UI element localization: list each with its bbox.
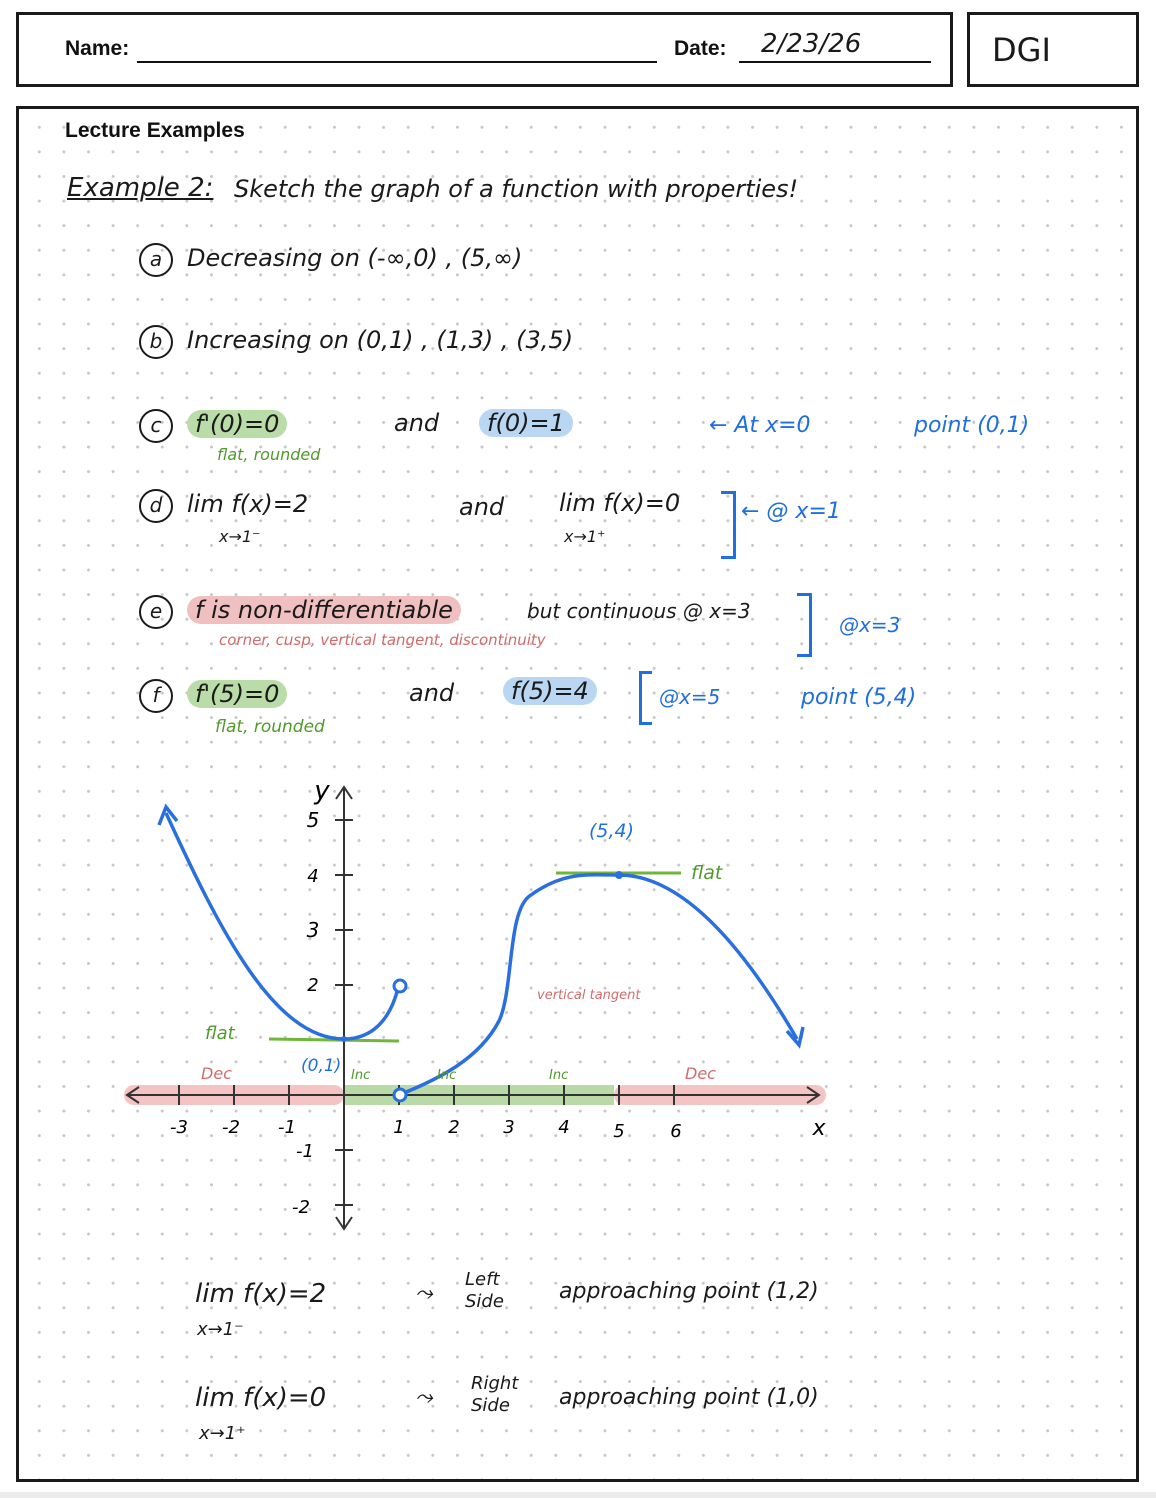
curve-right-branch [399,875,797,1095]
dec-right-label: Dec [685,1064,716,1083]
x-tick-label: -3 [170,1117,188,1138]
vertical-tangent-label: vertical tangent [537,988,641,1003]
page-bottom-edge [0,1492,1156,1498]
item-c-marker: c [139,409,173,443]
point-54-label: (5,4) [589,820,635,842]
note-1-desc: approaching point (1,2) [559,1279,819,1304]
item-a-text: Decreasing on (-∞,0) , (5,∞) [187,244,523,272]
date-line [739,61,931,63]
item-d-lim2: lim f(x)=0 [559,489,681,517]
open-point-1-0 [394,1089,406,1101]
inc2-label: Inc [437,1068,457,1083]
item-c-cond2: f(0)=1 [479,409,573,437]
item-f-point: point (5,4) [801,685,917,710]
y-tick-label: 3 [306,918,320,942]
y-tick-label: -2 [292,1197,310,1218]
point-01-label: (0,1) [301,1056,342,1076]
date-label: Date: [674,37,727,60]
sketch-graph [19,109,1136,1479]
item-f-note: flat, rounded [215,717,325,737]
x-tick-label: 4 [558,1117,570,1138]
curve-left-branch [166,813,399,1039]
note-2-lim: lim f(x)=0 [195,1383,327,1413]
x-tick-label: -2 [222,1117,240,1138]
item-c-point: point (0,1) [914,413,1030,438]
x-tick-label: 3 [503,1117,515,1138]
item-c-and: and [394,409,440,437]
tag-box [967,12,1139,87]
item-c-cond1: f'(0)=0 [187,410,287,438]
tag-text: DGI [992,31,1051,69]
item-d-annot: ← @ x=1 [741,499,841,524]
inc1-label: Inc [351,1068,371,1083]
x-tick-label: 2 [448,1117,460,1138]
item-e-annot: @x=3 [839,613,901,637]
open-point-1-2 [394,980,406,992]
flat-right-label: flat [691,862,723,884]
item-b-marker: b [139,325,173,359]
section-title: Lecture Examples [65,119,245,142]
item-d-and: and [459,493,505,521]
point-0-1 [341,1036,347,1042]
item-a-marker: a [139,243,173,277]
item-c-annot: ← At x=0 [709,413,811,438]
note-2-desc: approaching point (1,0) [559,1385,819,1410]
inc3-label: Inc [549,1068,569,1083]
note-2-arrow: ⤳ [415,1385,433,1410]
note-2-side: Right Side [471,1373,519,1416]
item-e-text: f is non-differentiable [187,596,461,624]
item-f-marker: f [139,679,173,713]
item-d-marker: d [139,489,173,523]
note-1-sub: x→1⁻ [197,1319,244,1340]
example-title: Example 2: [67,173,214,203]
header-box [16,12,953,87]
point-5-4 [615,871,623,879]
dec-left-label: Dec [201,1064,232,1083]
note-2-sub: x→1⁺ [199,1423,246,1444]
flat-left-label: flat [205,1023,235,1044]
y-axis-label: y [314,776,330,806]
x-tick-label: -1 [278,1117,296,1138]
x-axis-label: x [812,1116,826,1141]
item-f-cond1: f'(5)=0 [187,680,287,708]
x-tick-label: 6 [670,1121,682,1142]
y-tick-label: 5 [306,808,320,832]
item-d-sub1: x→1⁻ [219,527,261,546]
item-c-note: flat, rounded [217,445,321,464]
x-tick-label: 1 [393,1117,405,1138]
y-tick-label: -1 [296,1141,314,1162]
item-d-lim1: lim f(x)=2 [187,490,309,518]
item-d-sub2: x→1⁺ [564,527,606,546]
item-f-annot: @x=5 [659,685,721,709]
name-label: Name: [65,37,130,60]
item-e-marker: e [139,595,173,629]
x-tick-label: 5 [613,1121,625,1142]
item-f-and: and [409,679,455,707]
item-e-text2: but continuous @ x=3 [527,599,751,623]
lecture-sheet [16,106,1139,1482]
name-line [137,61,657,63]
note-1-lim: lim f(x)=2 [195,1279,327,1309]
note-1-side: Left Side [465,1269,504,1312]
date-value: 2/23/26 [761,29,862,59]
y-tick-label: 2 [307,975,319,996]
note-1-arrow: ⤳ [415,1281,433,1306]
y-tick-label: 4 [307,866,319,887]
item-e-note: corner, cusp, vertical tangent, discontinuity [219,631,546,649]
item-b-text: Increasing on (0,1) , (1,3) , (3,5) [187,326,574,354]
item-f-cond2: f(5)=4 [503,677,597,705]
example-prompt: Sketch the graph of a function with properties! [234,175,799,203]
